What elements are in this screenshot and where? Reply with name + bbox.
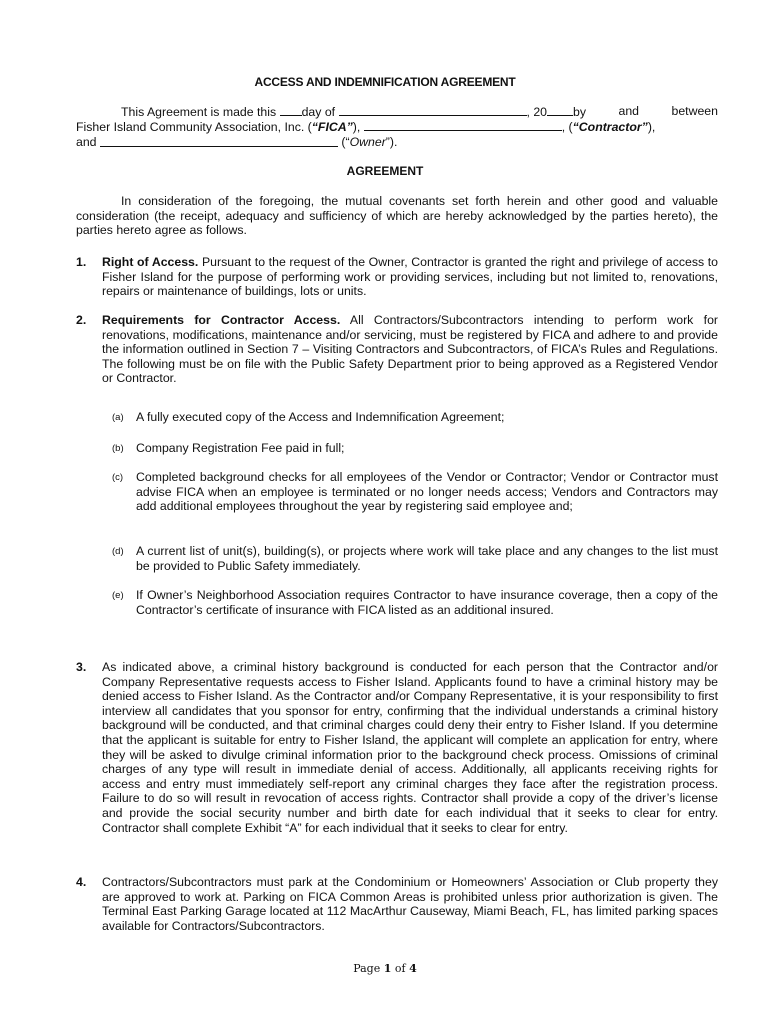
- requirement-text: Completed background checks for all employees of the Vendor or Contractor; Vendor or Contractor must advise FICA when an employee is terminated or no longer needs access; Vendors and Contractors may add additional employees throughout the year by registering said employee and;: [136, 470, 718, 514]
- consideration-paragraph: In consideration of the foregoing, the mutual covenants set forth herein and other good and valuable consideration (the receipt, adequacy and sufficiency of which are hereby acknowledged by the parties hereto), the parties hereto agree as follows.: [76, 194, 718, 238]
- section-3: [76, 660, 718, 835]
- page-word: Page: [353, 962, 381, 975]
- intro-line-2: Fisher Island Community Association, Inc. (“FICA”), , (“Contractor”),: [76, 120, 656, 135]
- page-footer: [0, 962, 770, 975]
- requirement-label: (e): [112, 590, 124, 601]
- section-heading: Right of Access.: [102, 255, 199, 269]
- owner-defined-term: Owner: [349, 134, 386, 149]
- section-heading: Requirements for Contractor Access.: [102, 313, 341, 327]
- intro-text-and: and: [618, 104, 640, 118]
- intro-text-fica-name: Fisher Island Community Association, Inc. (: [76, 120, 312, 135]
- requirement-label: (d): [112, 546, 124, 557]
- section-number: 3.: [76, 660, 87, 674]
- fica-defined-term: “FICA”: [311, 120, 353, 135]
- month-blank[interactable]: [339, 104, 527, 116]
- requirement-e: [112, 588, 718, 617]
- requirement-a: [112, 410, 718, 425]
- section-text: Contractors/Subcontractors must park at the Condominium or Homeowners’ Association or Club property they are approved to work at. Parking on FICA Common Areas is prohibited unless prior authorization is given. The Terminal East Parking Garage located at 112 MacArthur Causeway, Miami Beach, FL, has limited parking spaces available for Contractors/Subcontractors.: [102, 875, 718, 933]
- section-number: 4.: [76, 875, 87, 889]
- section-text: As indicated above, a criminal history background is conducted for each person that the Contractor and/or Company Representative requests access to Fisher Island. Applicants found to have a criminal history may be denied access to Fisher Island. As the Contractor and/or Company Representative, it is your responsibility to first interview all candidates that you sponsor for entry, confirming that the individual understands a criminal history background will be conducted, and that criminal charges could deny their entry to Fisher Island. If you determine that the applicant is suitable for entry to Fisher Island, the applicant will complete an application for entry, where they will be asked to divulge criminal information prior to the background check process. Omissions of criminal charges of any type will result in immediate denial of access. Additionally, all applicants receiving rights for access and entry must immediately self-report any criminal charges they face after the registration process. Failure to do so will result in revocation of access rights. Contractor shall provide a copy of the driver’s license and provide the social security number and birth date for each individual that it seeks to clear for entry. Contractor shall complete Exhibit “A” for each individual that it seeks to clear for entry.: [102, 660, 718, 835]
- section-text: Pursuant to the request of the Owner, Contractor is granted the right and privilege of access to Fisher Island for the purpose of performing work or providing services, including but not limited to, renovations, repairs or maintenance of buildings, lots or units.: [102, 255, 719, 299]
- requirement-text: A current list of unit(s), building(s), or projects where work will take place and any changes to the list must be provided to Public Safety immediately.: [136, 544, 718, 573]
- year-blank[interactable]: [547, 104, 573, 116]
- requirement-label: (a): [112, 412, 124, 423]
- intro-text-dayof: day of: [301, 105, 336, 119]
- requirement-text: If Owner’s Neighborhood Association requires Contractor to have insurance coverage, then a copy of the Contractor’s certificate of insurance with FICA listed as an additional insured.: [136, 588, 718, 617]
- requirement-d: [112, 544, 718, 573]
- day-blank[interactable]: [280, 104, 302, 116]
- requirement-b: [112, 441, 718, 456]
- page-total: 4: [409, 962, 417, 975]
- intro-text-made: This Agreement is made this: [121, 105, 277, 119]
- intro-text-year: , 20: [526, 105, 548, 119]
- section-text: All Contractors/Subcontractors intending to perform work for renovations, modifications, maintenance and/or servicing, must be registered by FICA and adhere to and provide the information outlined in Section 7 – Visiting Contractors and Subcontractors, of FICA’s Rules and Regulations. The following must be on file with the Public Safety Department prior to being approved as a Registered Vendor or Contractor.: [102, 313, 718, 386]
- requirement-text: Company Registration Fee paid in full;: [136, 441, 345, 455]
- requirement-label: (b): [112, 443, 124, 454]
- owner-blank[interactable]: [100, 135, 338, 147]
- section-number: 2.: [76, 313, 87, 327]
- intro-line-3: and (“ Owner ”).: [76, 134, 398, 149]
- document-title: ACCESS AND INDEMNIFICATION AGREEMENT: [254, 75, 516, 89]
- of-word: of: [394, 962, 406, 975]
- requirement-label: (c): [112, 472, 124, 483]
- intro-text-between: between: [671, 104, 718, 118]
- section-number: 1.: [76, 255, 87, 269]
- intro-text-by: by: [573, 105, 587, 119]
- agreement-heading: AGREEMENT: [346, 164, 424, 178]
- section-4: [76, 875, 718, 933]
- section-1: [76, 255, 718, 299]
- contractor-blank[interactable]: [364, 119, 562, 131]
- agreement-intro: [76, 104, 718, 149]
- requirement-text: A fully executed copy of the Access and Indemnification Agreement;: [136, 410, 505, 424]
- intro-line-1: [76, 104, 718, 119]
- section-2: [76, 313, 718, 386]
- page-number: 1: [383, 962, 392, 975]
- requirement-c: [112, 470, 718, 514]
- contractor-defined-term: “Contractor”: [572, 120, 648, 135]
